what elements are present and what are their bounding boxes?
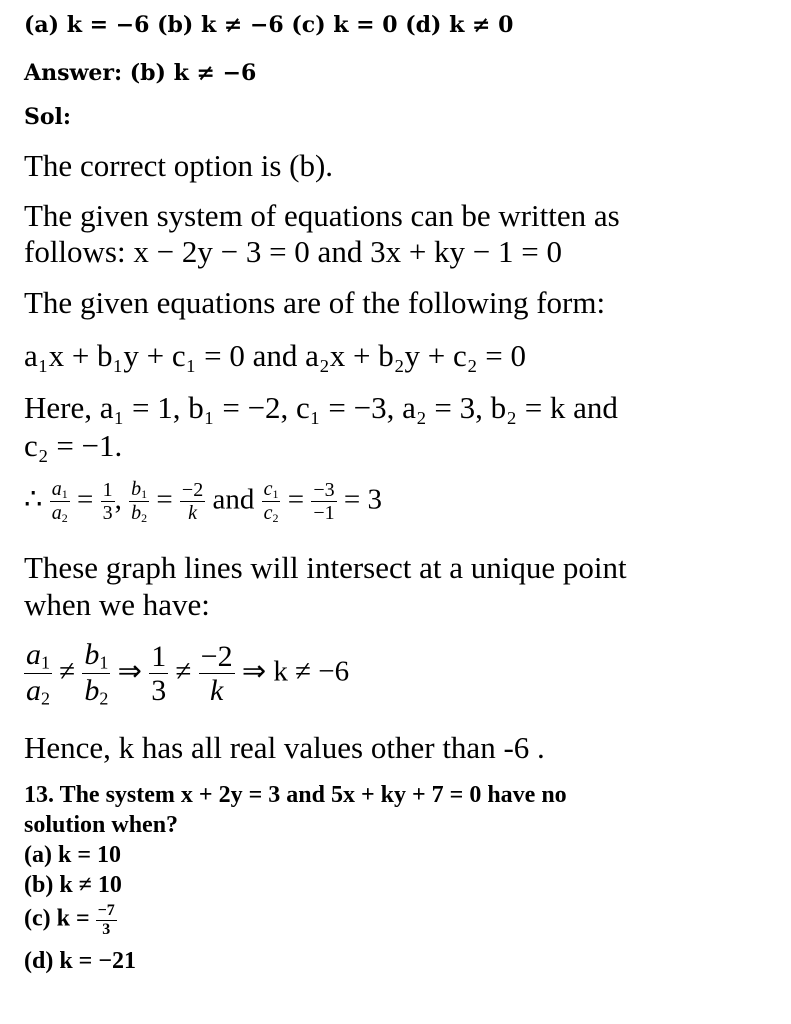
hence-line: Hence, k has all real values other than -6 . (24, 730, 545, 765)
fraction-minus3-minus1: $\frac{-3}{-1}$ (313, 479, 335, 525)
fraction-c1-c2: $\frac{c_1}{c_2}$ (263, 478, 279, 526)
answer-line: Answer: (b) k ≠ −6 (24, 60, 257, 86)
system-text-line-1: The given system of equations can be written as (24, 198, 620, 233)
intersect-line-2: when we have: (24, 587, 210, 622)
system-text-line-2: follows: x − 2y − 3 = 0 and 3x + ky − 1 = 0 (24, 234, 563, 269)
question-13-option-c (24, 902, 117, 938)
fraction-b1-b2-big: $\frac{b_1}{b_2}$ (84, 638, 109, 709)
form-text: The given equations are of the following form: (24, 285, 606, 320)
question-13-line-1: 13. The system x + 2y = 3 and 5x + ky + 7 = 0 have no (24, 782, 567, 808)
question-13-line-2: solution when? (24, 812, 179, 838)
sol-label: Sol: (24, 104, 72, 130)
fraction-minus2-k: $\frac{-2}{k}$ (181, 479, 204, 525)
question-13-option-a: (a) k = 10 (24, 842, 122, 868)
fraction-minus7-3: $\frac{-7}{3}$ (97, 902, 115, 938)
question-13-option-b: (b) k ≠ 10 (24, 872, 122, 898)
fraction-a1-a2-big: $\frac{a_1}{a_2}$ (26, 638, 50, 709)
options-line: (a) k = −6 (b) k ≠ −6 (c) k = 0 (d) k ≠ 0 (24, 12, 514, 38)
fraction-1-3: $\frac{1}{3}$ (102, 479, 113, 525)
here-line-2: c₂ = −1. (24, 428, 123, 463)
fraction-minus2-k-big: $\frac{-2}{k}$ (200, 640, 233, 708)
correct-option-text: The correct option is (b). (24, 148, 334, 183)
general-form-equation: a₁x + b₁y + c₁ = 0 and a₂x + b₂y + c₂ = 0 (24, 338, 527, 373)
intersect-line-1: These graph lines will intersect at a unique point (24, 550, 627, 585)
question-13-option-d: (d) k = −21 (24, 948, 137, 974)
option-c-prefix: (c) k = (24, 905, 90, 932)
here-line-1: Here, a₁ = 1, b₁ = −2, c₁ = −3, a₂ = 3, b₂ = k and (24, 390, 618, 425)
fraction-b1-b2: $\frac{b_1}{b_2}$ (131, 478, 148, 526)
fraction-a1-a2: $\frac{a_1}{a_2}$ (51, 478, 68, 526)
condition-line: $\frac{a_1}{a_2}$ ≠ $\frac{b_1}{b_2}$ ⇒ $\frac{1}{3}$ ≠ $\frac{-2}{k}$ ⇒ k ≠ −6 (26, 638, 350, 709)
ratio-line: ∴ $\frac{a_1}{a_2}$ = $\frac{1}{3}$ , $\frac{b_1}{b_2}$ = $\frac{-2}{k}$ and $\frac{c_1}{c_2}$ = $\frac{-3}{-1}$ = 3 (24, 478, 382, 526)
fraction-1-3-big: $\frac{1}{3}$ (151, 640, 167, 708)
